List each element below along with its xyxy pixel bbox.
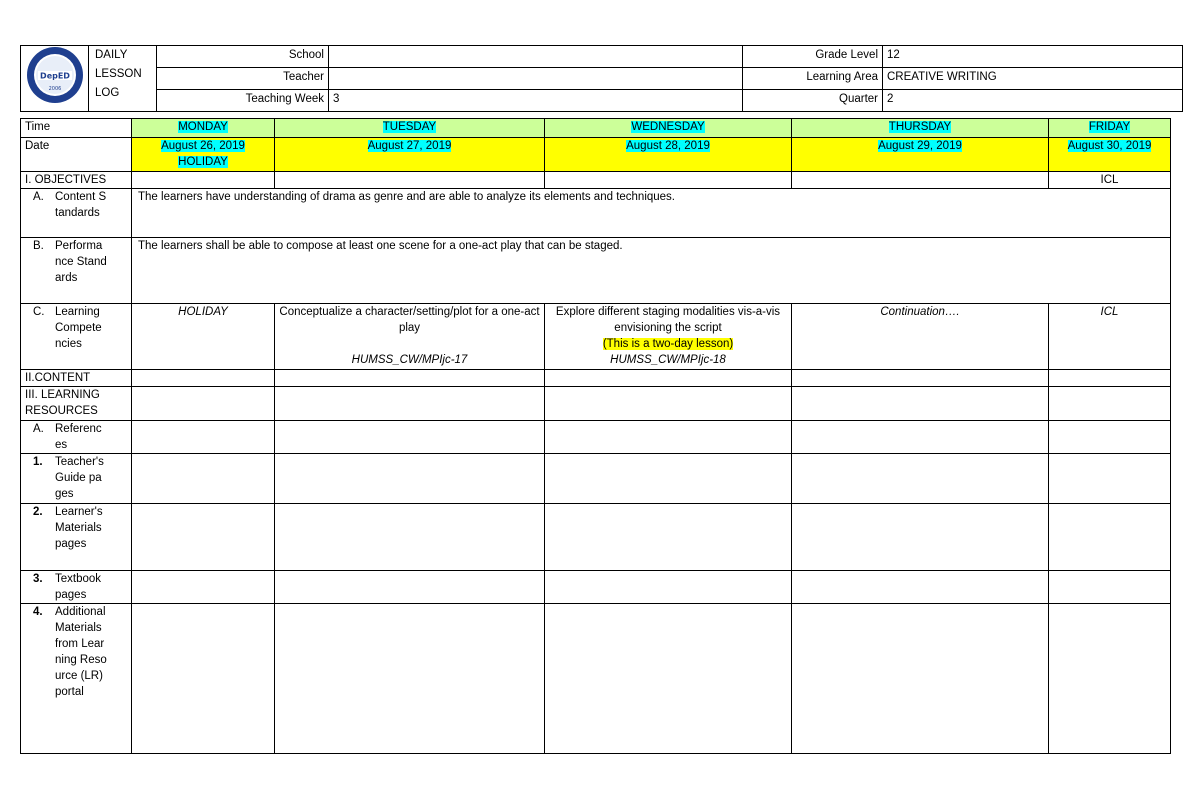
dll-title-line-1: DAILY <box>95 49 128 61</box>
objectives-friday: ICL <box>1049 172 1171 189</box>
references-label: A. References <box>21 421 132 454</box>
date-monday: August 26, 2019 HOLIDAY <box>132 138 275 172</box>
textbook-pages-thursday[interactable] <box>792 571 1049 604</box>
lesson-log-table <box>20 118 1171 754</box>
competency-wednesday-code: HUMSS_CW/MPIjc-18 <box>610 354 726 366</box>
learning-area-field[interactable]: CREATIVE WRITING <box>883 68 1183 90</box>
references-row <box>21 421 1171 454</box>
performance-standards-label: B. Performance Standards <box>21 238 132 304</box>
learners-materials-row <box>21 504 1171 571</box>
teachers-guide-label: 1. Teacher's Guide pages <box>21 454 132 504</box>
grade-level-field[interactable]: 12 <box>883 46 1183 68</box>
competency-tuesday <box>275 304 545 370</box>
textbook-pages-tuesday[interactable] <box>275 571 545 604</box>
learning-competencies-row <box>21 304 1171 370</box>
objectives-tuesday[interactable] <box>275 172 545 189</box>
teacher-field[interactable] <box>329 68 743 90</box>
objectives-monday[interactable] <box>132 172 275 189</box>
competency-wednesday-text: Explore different staging modalities vis-a-vis envisioning the script <box>555 306 781 334</box>
learning-resources-row <box>21 387 1171 421</box>
dll-title-cell <box>89 46 157 112</box>
learning-competencies-label: C. Learning Competencies <box>21 304 132 370</box>
logo-text: DepED <box>39 71 70 81</box>
competency-thursday: Continuation…. <box>792 304 1049 370</box>
learners-materials-friday[interactable] <box>1049 504 1171 571</box>
learning-area-label: Learning Area <box>743 68 883 90</box>
additional-materials-row <box>21 604 1171 754</box>
quarter-field[interactable]: 2 <box>883 90 1183 112</box>
logo-year: 2006 <box>48 86 61 92</box>
time-label: Time <box>21 119 132 138</box>
additional-materials-monday[interactable] <box>132 604 275 754</box>
teachers-guide-row <box>21 454 1171 504</box>
competency-wednesday <box>545 304 792 370</box>
school-label: School <box>157 46 329 68</box>
date-friday: August 30, 2019 <box>1049 138 1171 172</box>
competency-wednesday-note: (This is a two-day lesson) <box>602 338 734 350</box>
additional-materials-wednesday[interactable] <box>545 604 792 754</box>
content-standards-row <box>21 189 1171 238</box>
dll-title-line-3: LOG <box>95 87 120 99</box>
resources-tuesday[interactable] <box>275 387 545 421</box>
dll-title-line-2: LESSON <box>95 68 142 80</box>
day-header-monday: MONDAY <box>132 119 275 138</box>
day-header-tuesday: TUESDAY <box>275 119 545 138</box>
learners-materials-tuesday[interactable] <box>275 504 545 571</box>
date-thursday: August 29, 2019 <box>792 138 1049 172</box>
teachers-guide-monday[interactable] <box>132 454 275 504</box>
grade-level-label: Grade Level <box>743 46 883 68</box>
additional-materials-label: 4. Additional Materials from Learning Resource (LR) portal <box>21 604 132 754</box>
day-header-friday: FRIDAY <box>1049 119 1171 138</box>
competency-monday: HOLIDAY <box>132 304 275 370</box>
learners-materials-wednesday[interactable] <box>545 504 792 571</box>
competency-tuesday-text: Conceptualize a character/setting/plot for a one-act play <box>279 306 540 334</box>
resources-friday[interactable] <box>1049 387 1171 421</box>
objectives-thursday[interactable] <box>792 172 1049 189</box>
resources-monday[interactable] <box>132 387 275 421</box>
content-thursday[interactable] <box>792 370 1049 387</box>
school-field[interactable] <box>329 46 743 68</box>
objectives-wednesday[interactable] <box>545 172 792 189</box>
header-table <box>20 45 1183 112</box>
content-friday[interactable] <box>1049 370 1171 387</box>
content-monday[interactable] <box>132 370 275 387</box>
references-thursday[interactable] <box>792 421 1049 454</box>
content-tuesday[interactable] <box>275 370 545 387</box>
teachers-guide-wednesday[interactable] <box>545 454 792 504</box>
references-friday[interactable] <box>1049 421 1171 454</box>
teachers-guide-tuesday[interactable] <box>275 454 545 504</box>
teacher-label: Teacher <box>157 68 329 90</box>
textbook-pages-wednesday[interactable] <box>545 571 792 604</box>
content-standards-label: A. Content Standards <box>21 189 132 238</box>
content-wednesday[interactable] <box>545 370 792 387</box>
date-wednesday: August 28, 2019 <box>545 138 792 172</box>
teachers-guide-thursday[interactable] <box>792 454 1049 504</box>
date-tuesday: August 27, 2019 <box>275 138 545 172</box>
content-label: II.CONTENT <box>21 370 132 387</box>
objectives-label: I. OBJECTIVES <box>21 172 132 189</box>
performance-standards-text: The learners shall be able to compose at least one scene for a one-act play that can be staged. <box>132 238 1171 304</box>
additional-materials-friday[interactable] <box>1049 604 1171 754</box>
teaching-week-label: Teaching Week <box>157 90 329 112</box>
references-wednesday[interactable] <box>545 421 792 454</box>
textbook-pages-monday[interactable] <box>132 571 275 604</box>
date-row <box>21 138 1171 172</box>
content-row <box>21 370 1171 387</box>
performance-standards-row <box>21 238 1171 304</box>
content-standards-text: The learners have understanding of drama as genre and are able to analyze its elements and techniques. <box>132 189 1171 238</box>
additional-materials-thursday[interactable] <box>792 604 1049 754</box>
deped-seal-logo <box>26 46 84 104</box>
references-tuesday[interactable] <box>275 421 545 454</box>
time-row <box>21 119 1171 138</box>
resources-thursday[interactable] <box>792 387 1049 421</box>
objectives-row <box>21 172 1171 189</box>
quarter-label: Quarter <box>743 90 883 112</box>
competency-tuesday-code: HUMSS_CW/MPIjc-17 <box>351 354 468 366</box>
learners-materials-thursday[interactable] <box>792 504 1049 571</box>
competency-friday: ICL <box>1049 304 1171 370</box>
additional-materials-tuesday[interactable] <box>275 604 545 754</box>
references-monday[interactable] <box>132 421 275 454</box>
textbook-pages-label: 3. Textbook pages <box>21 571 132 604</box>
monday-holiday-note: HOLIDAY <box>178 156 228 168</box>
resources-wednesday[interactable] <box>545 387 792 421</box>
day-header-thursday: THURSDAY <box>792 119 1049 138</box>
learners-materials-label: 2. Learner's Materials pages <box>21 504 132 571</box>
teachers-guide-friday[interactable] <box>1049 454 1171 504</box>
learning-resources-label: III. LEARNING RESOURCES <box>21 387 132 421</box>
date-label: Date <box>21 138 132 172</box>
teaching-week-field[interactable]: 3 <box>329 90 743 112</box>
deped-logo-cell <box>21 46 89 112</box>
textbook-pages-friday[interactable] <box>1049 571 1171 604</box>
day-header-wednesday: WEDNESDAY <box>545 119 792 138</box>
textbook-pages-row <box>21 571 1171 604</box>
learners-materials-monday[interactable] <box>132 504 275 571</box>
